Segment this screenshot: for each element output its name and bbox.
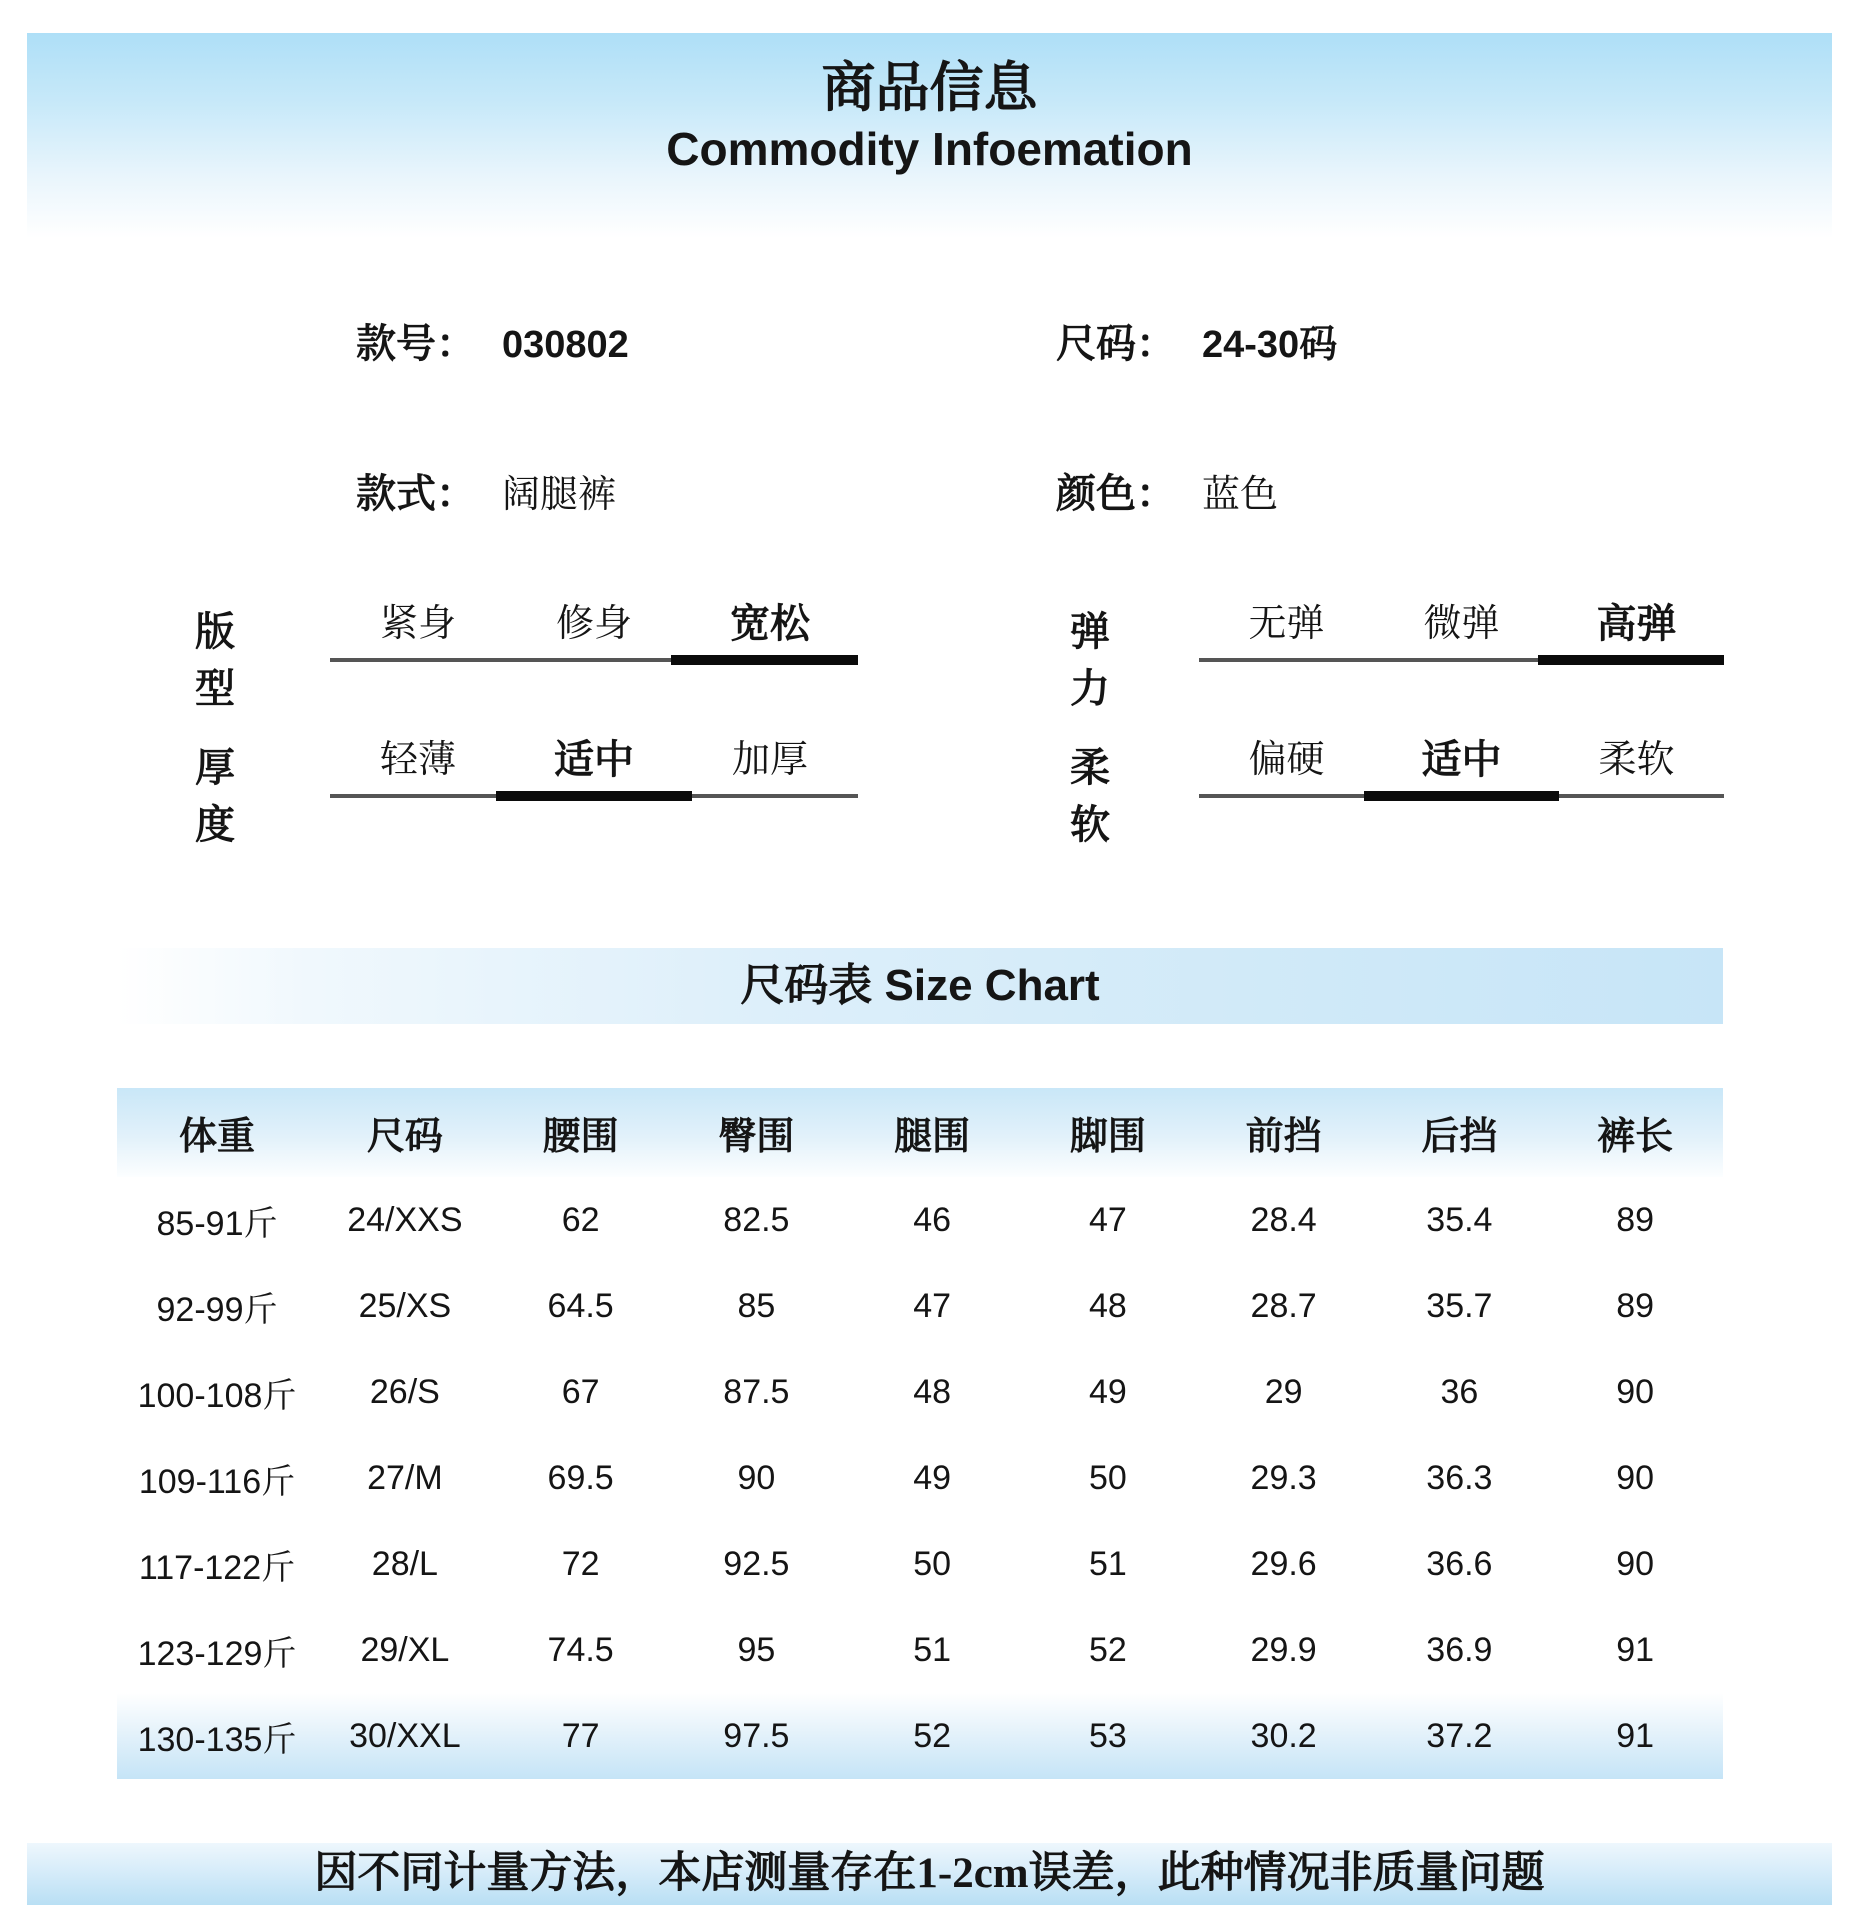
table-cell: 100-108斤 (137, 1376, 297, 1415)
size-chart-table (117, 1088, 1723, 1779)
style-type-value: 阔腿裤 (502, 474, 617, 516)
table-cell: 26/S (369, 1372, 440, 1411)
attribute-underline-selected (671, 655, 858, 665)
attribute-option: 无弹 (1248, 603, 1325, 645)
attribute-options (330, 736, 858, 784)
table-cell: 30/XXL (349, 1716, 461, 1755)
style-number-value: 030802 (502, 324, 629, 366)
attribute-option: 适中 (1421, 738, 1502, 782)
attribute-option: 宽松 (730, 602, 810, 646)
table-cell: 48 (1088, 1286, 1127, 1325)
info-row-2 (0, 462, 1855, 516)
header-cell: 脚围 (1069, 1116, 1146, 1158)
table-cell: 89 (1616, 1200, 1655, 1239)
attribute-label: 厚度 (195, 746, 235, 847)
attribute-option: 微弹 (1423, 603, 1500, 645)
size-range-pair (1056, 312, 1337, 369)
table-cell: 29.6 (1250, 1544, 1317, 1583)
style-number-pair (356, 312, 629, 369)
header-cell: 尺码 (366, 1116, 443, 1158)
size-range-value: 24-30码 (1202, 324, 1338, 366)
table-cell: 90 (737, 1458, 776, 1497)
table-cell: 109-116斤 (138, 1462, 296, 1501)
table-cell: 74.5 (547, 1630, 614, 1669)
attribute-option: 修身 (555, 603, 632, 645)
table-row (117, 1349, 1723, 1435)
table-cell: 72 (561, 1544, 600, 1583)
header-cell: 裤长 (1597, 1116, 1674, 1158)
table-cell: 77 (561, 1716, 600, 1755)
table-cell: 28.4 (1250, 1200, 1317, 1239)
table-cell: 53 (1088, 1716, 1127, 1755)
table-cell: 69.5 (547, 1458, 614, 1497)
table-cell: 36.3 (1426, 1458, 1493, 1497)
table-cell: 47 (1088, 1200, 1127, 1239)
attribute-option: 偏硬 (1248, 739, 1325, 781)
attribute-options (1199, 600, 1724, 648)
table-cell: 85-91斤 (156, 1204, 278, 1243)
table-cell: 49 (913, 1458, 952, 1497)
table-cell: 52 (1088, 1630, 1127, 1669)
header-cell: 腰围 (542, 1116, 619, 1158)
table-cell: 67 (561, 1372, 600, 1411)
table-cell: 64.5 (547, 1286, 614, 1325)
table-cell: 51 (1088, 1544, 1127, 1583)
table-cell: 36.9 (1426, 1630, 1493, 1669)
table-row (117, 1693, 1723, 1779)
page-title-zh: 商品信息 (821, 58, 1038, 118)
table-cell: 50 (913, 1544, 952, 1583)
table-cell: 91 (1616, 1716, 1655, 1755)
attribute-option: 高弹 (1596, 602, 1677, 646)
size-chart-header-row (117, 1088, 1723, 1177)
table-cell: 28/L (371, 1544, 438, 1583)
table-cell: 29.3 (1250, 1458, 1317, 1497)
attribute-underline-selected (1538, 655, 1724, 665)
table-cell: 97.5 (723, 1716, 790, 1755)
table-cell: 51 (913, 1630, 952, 1669)
table-row (117, 1521, 1723, 1607)
table-cell: 62 (561, 1200, 600, 1239)
table-cell: 36.6 (1426, 1544, 1493, 1583)
table-cell: 90 (1616, 1372, 1655, 1411)
table-cell: 35.4 (1426, 1200, 1493, 1239)
attribute-option: 紧身 (379, 603, 456, 645)
table-cell: 48 (913, 1372, 952, 1411)
header-cell: 腿围 (894, 1116, 971, 1158)
table-cell: 37.2 (1426, 1716, 1493, 1755)
header-cell: 后挡 (1421, 1116, 1498, 1158)
style-type-label: 款式： (356, 472, 476, 516)
color-label: 颜色： (1056, 472, 1176, 516)
header-cell: 体重 (178, 1116, 255, 1158)
table-cell: 90 (1616, 1458, 1655, 1497)
attribute-options (330, 600, 858, 648)
footer-note: 因不同计量方法，本店测量存在1-2cm误差，此种情况非质量问题 (27, 1843, 1832, 1905)
table-cell: 29 (1264, 1372, 1303, 1411)
size-chart-banner: 尺码表 Size Chart (117, 948, 1723, 1024)
table-cell: 82.5 (723, 1200, 790, 1239)
table-cell: 123-129斤 (137, 1634, 297, 1673)
table-cell: 90 (1616, 1544, 1655, 1583)
attribute-underline-selected (1364, 791, 1558, 801)
style-number-label: 款号： (356, 322, 476, 366)
table-cell: 85 (737, 1286, 776, 1325)
table-row (117, 1177, 1723, 1263)
attribute-label: 弹力 (1070, 610, 1110, 711)
page-title-en: Commodity Infoemation (666, 123, 1193, 175)
table-cell: 24/XXS (347, 1200, 463, 1239)
attribute-underline-selected (496, 791, 691, 801)
table-cell: 50 (1088, 1458, 1127, 1497)
attribute-option: 轻薄 (379, 739, 456, 781)
attribute-options (1199, 736, 1724, 784)
table-cell: 27/M (367, 1458, 443, 1497)
table-cell: 47 (913, 1286, 952, 1325)
table-cell: 95 (737, 1630, 776, 1669)
table-row (117, 1607, 1723, 1693)
table-cell: 28.7 (1250, 1286, 1317, 1325)
table-row (117, 1435, 1723, 1521)
table-cell: 46 (913, 1200, 952, 1239)
color-pair (1056, 462, 1278, 519)
size-range-label: 尺码： (1056, 322, 1176, 366)
table-cell: 35.7 (1426, 1286, 1493, 1325)
attribute-label: 柔软 (1070, 746, 1110, 847)
table-cell: 30.2 (1250, 1716, 1317, 1755)
table-cell: 29/XL (360, 1630, 450, 1669)
table-cell: 117-122斤 (138, 1548, 296, 1587)
info-row-1 (0, 312, 1855, 366)
attribute-option: 柔软 (1598, 739, 1675, 781)
header-band (27, 33, 1832, 238)
color-value: 蓝色 (1202, 474, 1279, 516)
size-chart-body (117, 1177, 1723, 1779)
table-cell: 91 (1616, 1630, 1655, 1669)
table-cell: 92-99斤 (156, 1290, 278, 1329)
table-cell: 25/XS (358, 1286, 452, 1325)
header-cell: 前挡 (1245, 1116, 1322, 1158)
table-cell: 130-135斤 (137, 1720, 297, 1759)
table-cell: 52 (913, 1716, 952, 1755)
attribute-option: 加厚 (731, 739, 808, 781)
attribute-option: 适中 (554, 738, 634, 782)
header-cell: 臀围 (718, 1116, 795, 1158)
table-row (117, 1263, 1723, 1349)
style-type-pair (356, 462, 616, 519)
table-cell: 36 (1440, 1372, 1479, 1411)
attribute-label: 版型 (195, 610, 235, 711)
table-cell: 92.5 (723, 1544, 790, 1583)
table-cell: 29.9 (1250, 1630, 1317, 1669)
table-cell: 49 (1088, 1372, 1127, 1411)
table-cell: 87.5 (723, 1372, 790, 1411)
table-cell: 89 (1616, 1286, 1655, 1325)
